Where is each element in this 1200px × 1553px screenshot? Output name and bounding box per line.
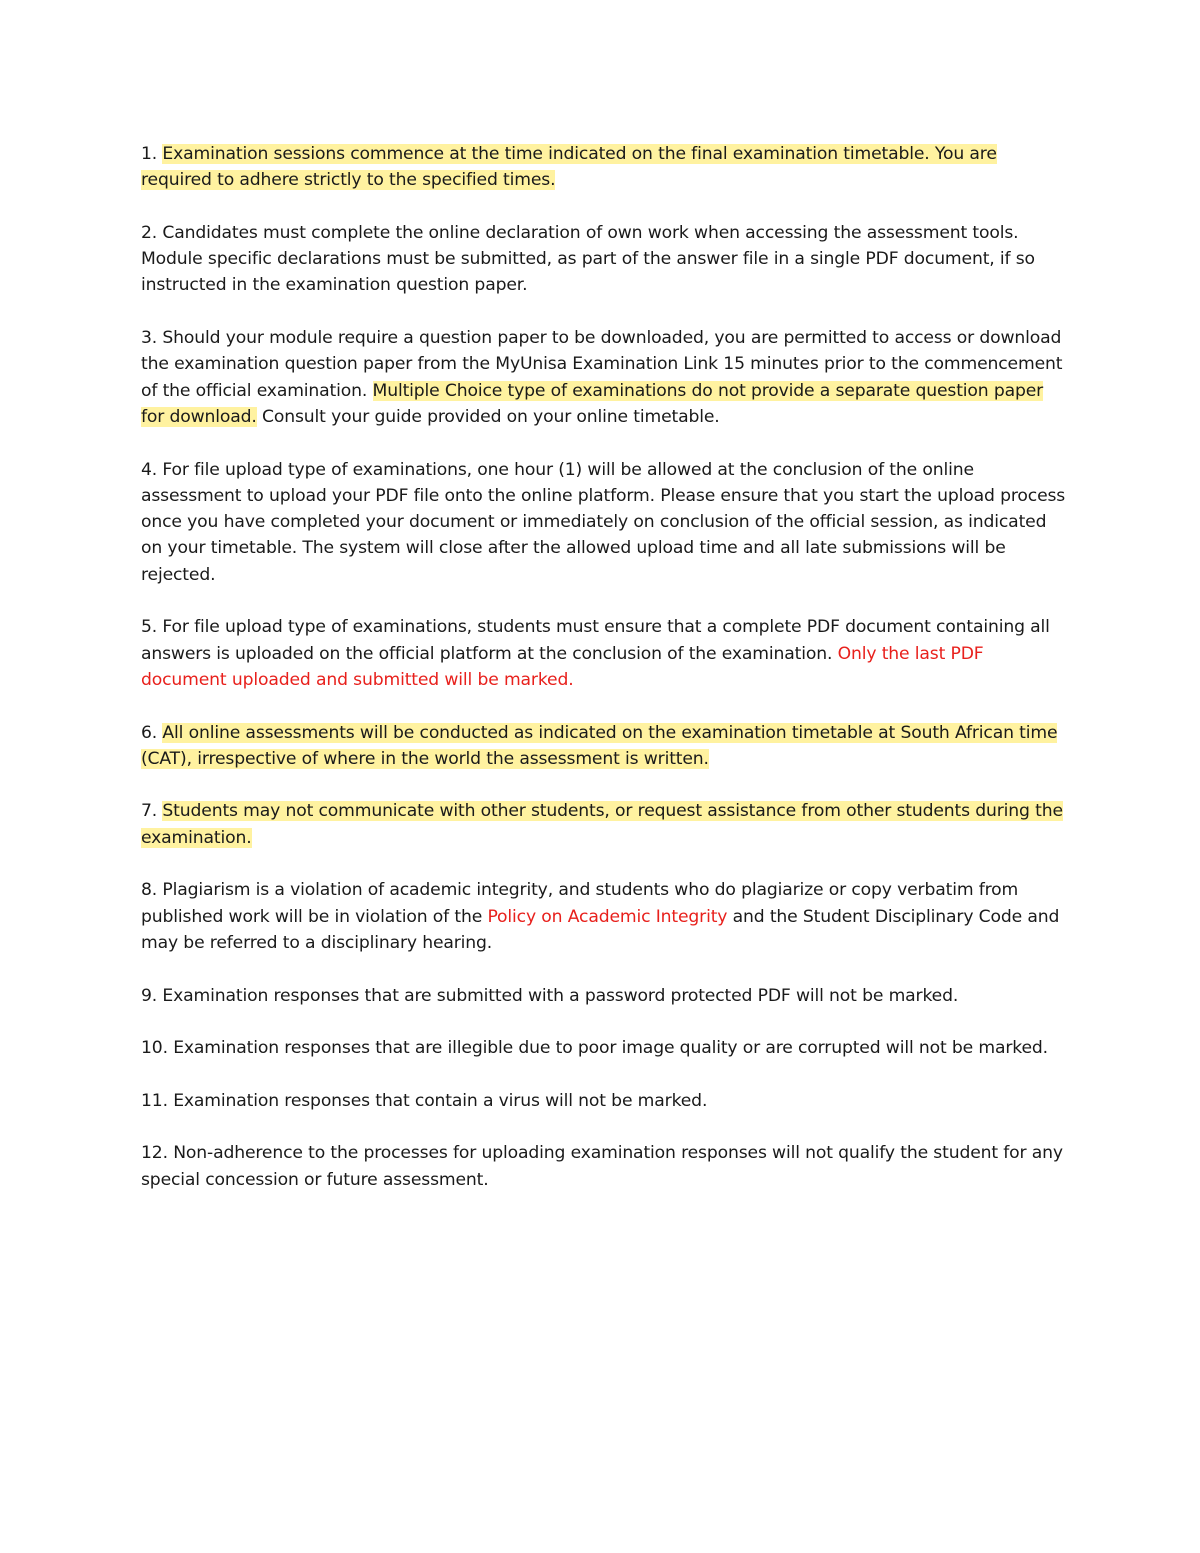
paragraph-6-highlighted-text: All online assessments will be conducted as indicated on the examination timetable at South African time (CAT), irrespective of where in the world the assessment is written. (141, 722, 1058, 769)
document-body (141, 141, 1066, 1219)
paragraph-7-highlighted-text: Students may not communicate with other students, or request assistance from other students during the examination. (141, 801, 1063, 848)
paragraph-1 (141, 141, 1066, 194)
paragraph-2-text: 2. Candidates must complete the online declaration of own work when accessing the assessment tools. Module specific declarations must be submitted, as part of the answer file in a single PDF document, if so instructed in the examination question paper. (141, 222, 1035, 296)
paragraph-5-red-text: Only the last PDF document uploaded and submitted will be marked. (141, 643, 984, 690)
paragraph-11 (141, 1088, 1066, 1114)
paragraph-10 (141, 1035, 1066, 1061)
paragraph-3 (141, 325, 1066, 430)
paragraph-11-text: 11. Examination responses that contain a virus will not be marked. (141, 1090, 708, 1111)
policy-academic-integrity-text: Policy on Academic Integrity (487, 906, 728, 927)
paragraph-1-number: 1. (141, 144, 163, 164)
paragraph-7-number: 7. (141, 801, 163, 822)
paragraph-9-text: 9. Examination responses that are submitted with a password protected PDF will not be marked. (141, 985, 959, 1006)
paragraph-8-text: 8. Plagiarism is a violation of academic integrity, and students who do plagiarize or copy verbatim from published work will be in violation of the (141, 880, 1019, 927)
paragraph-5 (141, 614, 1066, 693)
paragraph-1-highlighted-text: Examination sessions commence at the time indicated on the final examination timetable. You are required to adhere strictly to the specified times. (141, 144, 997, 191)
paragraph-4 (141, 457, 1066, 588)
paragraph-8-trailing-text: and the Student Disciplinary Code and may be referred to a disciplinary hearing. (141, 906, 1060, 953)
paragraph-3-text: 3. Should your module require a question paper to be downloaded, you are permitted to access or download the examination question paper from the MyUnisa Examination Link 15 minutes prior to the commencement of the official examination. (141, 328, 1063, 401)
paragraph-2 (141, 220, 1066, 299)
paragraph-6-number: 6. (141, 722, 163, 743)
paragraph-7 (141, 798, 1066, 851)
paragraph-6 (141, 720, 1066, 773)
paragraph-9 (141, 983, 1066, 1009)
paragraph-12-text: 12. Non-adherence to the processes for uploading examination responses will not qualify the student for any special concession or future assessment. (141, 1143, 1063, 1190)
paragraph-5-text: 5. For file upload type of examinations, students must ensure that a complete PDF document containing all answers is uploaded on the official platform at the conclusion of the examination. (141, 617, 1050, 664)
paragraph-8 (141, 877, 1066, 956)
paragraph-3-highlighted-text: Multiple Choice type of examinations do not provide a separate question paper for download. (141, 380, 1044, 427)
paragraph-12 (141, 1140, 1066, 1193)
paragraph-10-text: 10. Examination responses that are illegible due to poor image quality or are corrupted will not be marked. (141, 1038, 1048, 1059)
paragraph-3-trailing-text: Consult your guide provided on your online timetable. (256, 406, 720, 427)
paragraph-4-text: 4. For file upload type of examinations, one hour (1) will be allowed at the conclusion of the online assessment to upload your PDF file onto the online platform. Please ensure that you start the upload process once you have completed your document or immediately on conclusion of the official session, as indicated on your timetable. The system will close after the allowed upload time and all late submissions will be rejected. (141, 459, 1066, 585)
